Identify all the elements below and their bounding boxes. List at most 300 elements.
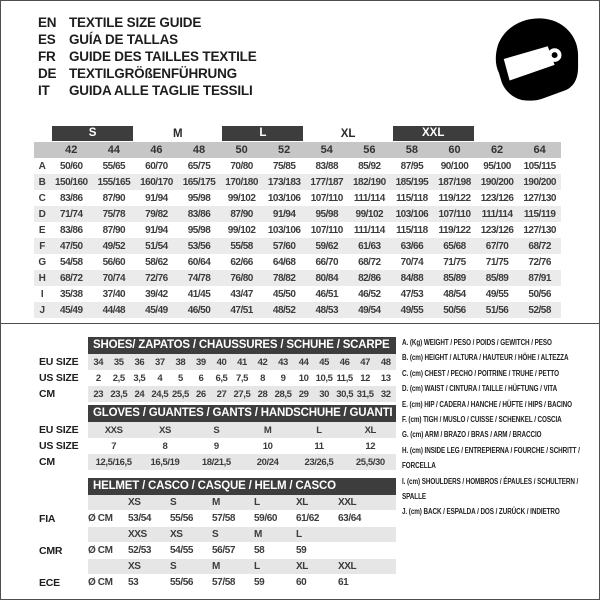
size-cell: 28,5 xyxy=(274,388,292,400)
row-letter: I xyxy=(40,288,44,300)
size-header-cell: 46 xyxy=(135,142,178,158)
size-cell: XS xyxy=(159,424,171,436)
language-title: TEXTILGRÖßENFÜHRUNG xyxy=(69,66,237,81)
size-value-cell: 71/74 xyxy=(50,206,93,222)
row-cells xyxy=(88,386,396,402)
legend-item: B. (cm) HEIGHT / ALTURA / HAUTEUR / HÖHE / ALTEZZA xyxy=(402,353,569,363)
racing-helmet-icon xyxy=(493,15,581,103)
row-letter: F xyxy=(34,238,50,254)
size-value-cell: 43/47 xyxy=(230,288,253,300)
table-row xyxy=(39,386,396,402)
size-group-cell xyxy=(50,125,135,142)
size-cell: L xyxy=(254,497,260,508)
size-value-cell: 72/76 xyxy=(135,270,178,286)
row-letter: A xyxy=(38,160,46,172)
size-value-cell: 107/110 xyxy=(310,192,343,204)
size-cell: 12 xyxy=(360,372,371,384)
size-value-cell: 170/180 xyxy=(220,174,263,190)
row-label: EU SIZE xyxy=(39,356,79,368)
size-value-cell: 190/200 xyxy=(476,174,519,190)
language-code: FR xyxy=(38,49,56,64)
size-cell: 10,5 xyxy=(315,372,333,384)
table-row xyxy=(39,574,396,591)
size-value-cell: 123/126 xyxy=(480,192,514,204)
size-value-cell: 45/50 xyxy=(272,288,296,300)
size-value-cell: 47/51 xyxy=(220,302,263,318)
size-cell: S xyxy=(213,424,220,436)
size-cell: Ø CM xyxy=(88,545,113,556)
size-cell: 63/64 xyxy=(338,513,362,524)
helmet-table-title: HELMET / CASCO / CASQUE / HELM / CASCO xyxy=(88,478,396,495)
size-value-cell: 46/52 xyxy=(358,288,381,300)
size-value-cell: 150/160 xyxy=(50,174,93,190)
size-cell: 59/60 xyxy=(254,513,278,524)
size-value-cell: 47/50 xyxy=(50,238,93,254)
size-value-cell: 45/49 xyxy=(135,302,178,318)
size-value-cell: 61/63 xyxy=(348,238,391,254)
size-cell: 34 xyxy=(93,356,104,368)
measurement-row xyxy=(34,238,561,254)
size-value-cell: 46/51 xyxy=(315,288,339,300)
table-row xyxy=(39,495,396,510)
size-value-cell: 99/102 xyxy=(227,192,256,204)
size-value-cell: 50/60 xyxy=(60,160,83,172)
row-label: CMR xyxy=(39,544,63,557)
size-cell: 45 xyxy=(319,356,329,368)
size-cell: 9 xyxy=(280,372,286,384)
size-cell: 44 xyxy=(298,356,309,368)
size-header-cell: 48 xyxy=(178,142,221,158)
size-group-label: XXL xyxy=(393,126,474,141)
size-cell: 61 xyxy=(338,577,349,588)
size-cell: 10 xyxy=(298,372,309,384)
size-value-cell: 56/60 xyxy=(102,256,126,268)
row-cells xyxy=(88,574,396,591)
table-row xyxy=(39,438,396,454)
language-code: DE xyxy=(38,66,57,81)
size-value-cell: 67/70 xyxy=(476,238,519,254)
size-cell: 38 xyxy=(175,356,186,368)
table-row xyxy=(39,527,396,542)
size-cell: 7 xyxy=(111,440,117,452)
legend-item: G. (cm) ARM / BRAZO / BRAS / ARM / BRACCIO xyxy=(402,430,542,440)
table-row xyxy=(39,559,396,574)
size-value-cell: 84/88 xyxy=(391,270,434,286)
size-value-cell: 52/58 xyxy=(518,302,561,318)
size-cell: S xyxy=(170,561,177,572)
size-value-cell: 95/100 xyxy=(483,160,511,172)
size-value-cell: 111/114 xyxy=(476,206,519,222)
size-group-cell xyxy=(135,125,220,142)
size-cell: XS xyxy=(128,561,141,572)
row-letter: H xyxy=(34,270,50,286)
row-label: US SIZE xyxy=(39,372,79,384)
size-value-cell: 48/52 xyxy=(263,302,306,318)
size-header-cell: 52 xyxy=(263,142,306,158)
row-cells xyxy=(88,542,396,559)
section-divider xyxy=(1,323,599,324)
size-cell: 5 xyxy=(177,372,183,384)
size-cell: M xyxy=(212,561,220,572)
size-value-cell: 187/198 xyxy=(433,174,476,190)
size-cell: 2,5 xyxy=(112,372,125,384)
size-value-cell: 64/68 xyxy=(272,256,296,268)
size-cell: 4 xyxy=(157,372,163,384)
size-value-cell: 173/183 xyxy=(263,174,306,190)
size-cell: M xyxy=(263,424,272,436)
size-value-cell: 115/118 xyxy=(396,224,428,236)
row-letter: J xyxy=(34,302,50,318)
size-cell: 59 xyxy=(254,577,265,588)
size-cell: 48 xyxy=(380,356,391,368)
size-cell: 12 xyxy=(365,440,376,452)
size-value-cell: 91/94 xyxy=(145,224,168,236)
size-header-cell: 44 xyxy=(93,142,136,158)
size-value-cell: 53/56 xyxy=(178,238,221,254)
size-cell: XXS xyxy=(128,529,147,540)
size-cell: M xyxy=(212,497,220,508)
measurement-row xyxy=(34,222,561,238)
size-header-cell: 64 xyxy=(518,142,561,158)
size-cell: XXL xyxy=(338,561,357,572)
size-cell: 46 xyxy=(339,356,350,368)
size-cell: 53 xyxy=(128,577,139,588)
measurement-row xyxy=(34,286,561,302)
row-cells xyxy=(88,454,396,470)
row-letter: G xyxy=(38,256,46,268)
table-row xyxy=(39,422,396,438)
size-value-cell: 71/75 xyxy=(485,256,509,268)
size-value-cell: 103/106 xyxy=(391,206,434,222)
size-cell: 9 xyxy=(213,440,219,452)
size-cell: 7,5 xyxy=(235,372,248,384)
language-row xyxy=(38,82,257,99)
size-header-cell: 54 xyxy=(305,142,348,158)
size-value-cell: 119/122 xyxy=(438,224,471,236)
size-value-cell: 72/76 xyxy=(528,256,551,268)
size-value-cell: 127/130 xyxy=(523,192,556,204)
size-cell: 30 xyxy=(319,388,329,400)
row-letter: E xyxy=(38,224,46,236)
size-group-label: XL xyxy=(340,127,356,140)
language-title: GUIDA ALLE TAGLIE TESSILI xyxy=(69,83,253,98)
size-value-cell: 70/74 xyxy=(93,270,136,286)
size-cell: 61/62 xyxy=(296,513,320,524)
size-cell: 23 xyxy=(93,388,104,400)
size-value-cell: 107/110 xyxy=(433,206,476,222)
size-cell: 37 xyxy=(154,356,165,368)
size-value-cell: 60/64 xyxy=(187,256,211,268)
size-value-cell: 71/75 xyxy=(443,256,466,268)
size-value-cell: 185/195 xyxy=(391,174,434,190)
size-cell: 24 xyxy=(134,388,145,400)
measurement-row xyxy=(34,206,561,222)
size-cell: XL xyxy=(364,424,376,436)
size-value-cell: 44/48 xyxy=(93,302,136,318)
row-letter: B xyxy=(34,174,50,190)
size-value-cell: 177/187 xyxy=(305,174,348,190)
size-cell: 27 xyxy=(216,388,227,400)
size-header-cell: 56 xyxy=(348,142,391,158)
size-value-cell: 83/88 xyxy=(315,160,339,172)
size-cell: 13 xyxy=(380,372,391,384)
size-value-cell: 82/86 xyxy=(348,270,391,286)
legend-item: C. (cm) CHEST / PECHO / POITRINE / TRUHE / PETTO xyxy=(402,368,559,378)
size-cell: L xyxy=(296,529,302,540)
size-cell: 32 xyxy=(380,388,391,400)
size-cell: Ø CM xyxy=(88,513,113,524)
size-value-cell: 103/106 xyxy=(267,192,301,204)
size-value-cell: 65/75 xyxy=(187,160,211,172)
size-value-cell: 55/58 xyxy=(220,238,263,254)
size-value-cell: 76/80 xyxy=(220,270,263,286)
size-header-row xyxy=(34,142,561,158)
size-value-cell: 190/200 xyxy=(518,174,561,190)
measurement-row xyxy=(34,270,561,286)
measurement-row xyxy=(34,190,561,206)
table-row xyxy=(39,510,396,527)
size-cell: L xyxy=(316,424,322,436)
size-value-cell: 119/122 xyxy=(438,192,471,204)
size-cell: XL xyxy=(296,561,308,572)
row-label: FIA xyxy=(39,512,56,525)
size-cell: 40 xyxy=(216,356,227,368)
spacer-cell xyxy=(34,142,50,158)
main-size-table-body xyxy=(34,125,561,318)
size-value-cell: 165/175 xyxy=(178,174,221,190)
size-cell: 56/57 xyxy=(212,545,236,556)
size-value-cell: 79/82 xyxy=(135,206,178,222)
language-code: IT xyxy=(38,83,50,98)
legend-item: D. (cm) WAIST / CINTURA / TAILLE / HÜFTUNG / VITA xyxy=(402,384,558,394)
size-value-cell: 62/66 xyxy=(230,256,253,268)
size-cell: 10 xyxy=(262,440,273,452)
size-value-cell: 95/98 xyxy=(305,206,348,222)
size-value-cell: 111/114 xyxy=(353,224,385,236)
size-cell: S xyxy=(170,497,177,508)
size-cell: 58 xyxy=(254,545,265,556)
size-value-cell: 87/90 xyxy=(220,206,263,222)
size-cell: 53/54 xyxy=(128,513,152,524)
language-row xyxy=(38,65,257,82)
size-value-cell: 103/106 xyxy=(267,224,301,236)
size-cell: 26 xyxy=(196,388,206,400)
size-value-cell: 87/95 xyxy=(400,160,424,172)
size-value-cell: 45/49 xyxy=(50,302,93,318)
row-cells xyxy=(88,559,396,574)
size-cell: 47 xyxy=(360,356,371,368)
language-list xyxy=(38,14,257,99)
size-value-cell: 87/90 xyxy=(102,224,126,236)
size-cell: 27,5 xyxy=(233,388,251,400)
size-value-cell: 51/54 xyxy=(135,238,178,254)
size-value-cell: 47/53 xyxy=(400,288,424,300)
legend-item: I. (cm) SHOULDERS / HOMBROS / ÉPAULES / SCHULTERN / SPALLE xyxy=(402,476,579,502)
size-cell: 42 xyxy=(257,356,268,368)
size-value-cell: 50/56 xyxy=(528,288,551,300)
size-group-row xyxy=(34,125,561,142)
size-cell: 31,5 xyxy=(356,388,374,400)
row-letter: D xyxy=(34,206,50,222)
size-value-cell: 58/62 xyxy=(145,256,168,268)
row-label: US SIZE xyxy=(39,440,79,452)
gloves-table xyxy=(39,405,396,470)
row-cells xyxy=(88,527,396,542)
size-value-cell: 60/70 xyxy=(145,160,168,172)
size-value-cell: 49/55 xyxy=(391,302,434,318)
size-cell: 52/53 xyxy=(128,545,152,556)
size-value-cell: 160/170 xyxy=(135,174,178,190)
size-value-cell: 95/98 xyxy=(187,192,211,204)
size-cell: 35 xyxy=(113,356,124,368)
size-value-cell: 85/89 xyxy=(476,270,519,286)
size-value-cell: 54/58 xyxy=(60,256,83,268)
row-cells xyxy=(88,370,396,386)
size-value-cell: 182/190 xyxy=(348,174,391,190)
spacer-cell xyxy=(476,125,519,142)
size-cell: 11,5 xyxy=(336,372,353,384)
measurement-row xyxy=(34,302,561,318)
size-cell: 23/26,5 xyxy=(304,456,334,468)
size-group-label: M xyxy=(172,127,183,140)
size-value-cell: 74/78 xyxy=(178,270,221,286)
size-cell: 11 xyxy=(314,440,324,452)
size-value-cell: 55/65 xyxy=(102,160,126,172)
size-cell: XL xyxy=(296,497,308,508)
size-value-cell: 68/72 xyxy=(358,256,381,268)
size-value-cell: 91/94 xyxy=(263,206,306,222)
legend-item: J. (cm) BACK / ESPALDA / DOS / ZURÜCK / INDIETRO xyxy=(402,507,560,517)
size-cell: 54/55 xyxy=(170,545,194,556)
size-cell: 43 xyxy=(278,356,288,368)
size-cell: 57/58 xyxy=(212,513,236,524)
size-cell: 41 xyxy=(237,356,247,368)
size-value-cell: 83/86 xyxy=(60,224,83,236)
size-cell: 8 xyxy=(260,372,265,384)
language-code: EN xyxy=(38,15,57,30)
size-cell: XS xyxy=(128,497,141,508)
row-cells xyxy=(88,422,396,438)
size-value-cell: 99/102 xyxy=(348,206,391,222)
size-header-cell: 62 xyxy=(476,142,519,158)
size-value-cell: 48/53 xyxy=(305,302,348,318)
size-value-cell: 50/56 xyxy=(433,302,476,318)
size-value-cell: 51/56 xyxy=(476,302,519,318)
size-value-cell: 87/90 xyxy=(102,192,126,204)
size-value-cell: 65/68 xyxy=(433,238,476,254)
size-value-cell: 70/80 xyxy=(230,160,253,172)
measurement-legend xyxy=(402,335,592,520)
size-cell: 29 xyxy=(298,388,309,400)
language-title: GUIDE DES TAILLES TEXTILE xyxy=(69,49,257,64)
size-value-cell: 83/86 xyxy=(60,192,83,204)
legend-item: E. (cm) HIP / CADERA / HANCHE / HÜFTE / HIPS / BACINO xyxy=(402,399,572,409)
size-value-cell: 48/54 xyxy=(443,288,466,300)
language-title: TEXTILE SIZE GUIDE xyxy=(69,15,202,30)
table-row xyxy=(39,370,396,386)
size-value-cell: 127/130 xyxy=(523,224,556,236)
size-cell: M xyxy=(254,529,262,540)
size-group-label: S xyxy=(52,126,133,141)
spacer-cell xyxy=(34,125,50,142)
shoes-table xyxy=(39,337,396,402)
size-value-cell: 35/38 xyxy=(60,288,83,300)
size-value-cell: 75/78 xyxy=(93,206,136,222)
size-cell: L xyxy=(254,561,260,572)
main-size-table xyxy=(34,125,561,318)
size-header-cell: 58 xyxy=(391,142,434,158)
size-value-cell: 85/89 xyxy=(433,270,476,286)
size-cell: 59 xyxy=(296,545,307,556)
gloves-table-title: GLOVES / GUANTES / GANTS / HANDSCHUHE / GUANTI xyxy=(88,405,396,422)
row-label: EU SIZE xyxy=(39,424,79,436)
size-cell: 16,5/19 xyxy=(150,456,180,468)
size-header-cell: 50 xyxy=(220,142,263,158)
row-cells xyxy=(88,510,396,527)
legend-item: A. (Kg) WEIGHT / PESO / POIDS / GEWITCH / PESO xyxy=(402,338,552,347)
size-value-cell: 111/114 xyxy=(353,192,385,204)
size-value-cell: 99/102 xyxy=(227,224,256,236)
size-value-cell: 90/100 xyxy=(440,160,469,172)
size-cell: 23,5 xyxy=(110,388,128,400)
row-letter: C xyxy=(38,192,46,204)
language-row xyxy=(38,48,257,65)
helmet-table xyxy=(39,478,396,591)
measurement-row xyxy=(34,174,561,190)
measurement-row xyxy=(34,254,561,270)
size-value-cell: 107/110 xyxy=(310,224,343,236)
size-value-cell: 87/91 xyxy=(518,270,561,286)
legend-item: H. (cm) INSIDE LEG / ENTREPIERNA / FOURCHE / SCHRITT / FORCELLA xyxy=(402,445,580,471)
size-value-cell: 46/50 xyxy=(178,302,221,318)
size-group-label: L xyxy=(222,126,303,141)
size-value-cell: 41/45 xyxy=(187,288,211,300)
size-value-cell: 39/42 xyxy=(145,288,168,300)
size-cell: 6,5 xyxy=(215,372,228,384)
row-cells xyxy=(88,438,396,454)
language-row xyxy=(38,31,257,48)
size-cell: 18/21,5 xyxy=(201,456,231,468)
row-cells xyxy=(88,495,396,510)
language-title: GUÍA DE TALLAS xyxy=(69,32,178,47)
size-value-cell: 57/60 xyxy=(263,238,306,254)
size-value-cell: 37/40 xyxy=(102,288,126,300)
size-cell: XS xyxy=(170,529,183,540)
size-cell: 39 xyxy=(196,356,206,368)
size-value-cell: 155/165 xyxy=(93,174,136,190)
size-cell: 12,5/16,5 xyxy=(95,456,132,468)
size-value-cell: 83/86 xyxy=(178,206,221,222)
shoes-table-title: SHOES/ ZAPATOS / CHAUSSURES / SCHUHE / SCARPE xyxy=(88,337,396,354)
size-cell: 25,5/30 xyxy=(355,456,385,468)
legend-item: F. (cm) TIGH / MUSLO / CUISSE / SCHENKEL / COSCIA xyxy=(402,415,562,425)
row-label: CM xyxy=(39,388,55,400)
size-cell: XXS xyxy=(104,424,123,436)
size-value-cell: 85/92 xyxy=(358,160,381,172)
size-group-cell xyxy=(220,125,305,142)
size-cell: XXL xyxy=(338,497,357,508)
size-value-cell: 63/66 xyxy=(391,238,434,254)
size-value-cell: 115/118 xyxy=(396,192,428,204)
size-group-cell xyxy=(391,125,476,142)
size-value-cell: 78/82 xyxy=(263,270,306,286)
size-value-cell: 80/84 xyxy=(305,270,348,286)
size-value-cell: 75/85 xyxy=(272,160,296,172)
size-cell: 20/24 xyxy=(256,456,279,468)
size-cell: 2 xyxy=(95,372,101,384)
language-row xyxy=(38,14,257,31)
size-cell: 6 xyxy=(198,372,204,384)
